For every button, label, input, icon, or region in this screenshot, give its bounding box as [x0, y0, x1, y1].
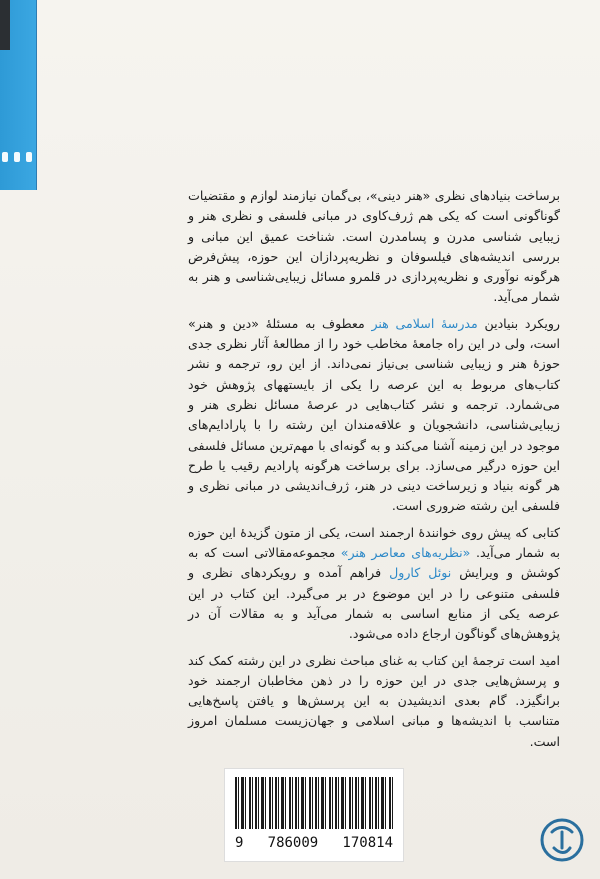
- back-cover-blurb: [188, 186, 560, 758]
- isbn-group-1: 786009: [267, 835, 319, 851]
- paragraph-2: [188, 314, 560, 517]
- barcode-panel: [224, 768, 404, 862]
- paragraph-3-part1: کتابی که پیش روی خوانندهٔ ارجمند است، یکی از متون گزیدهٔ این حوزه به شمار می‌آید.: [188, 524, 560, 561]
- dot: [26, 152, 32, 162]
- spine-color-strip: [0, 0, 37, 190]
- publisher-logo-icon: [540, 818, 584, 862]
- dot: [14, 152, 20, 162]
- dot: [2, 152, 8, 162]
- paragraph-3: [188, 523, 560, 645]
- paragraph-4: امید است ترجمهٔ این کتاب به غنای مباحث نظری در این رشته کمک کند و پرسش‌هایی جدی در این حوزه را در ذهن مخاطبان ارجمند خود برانگیزد. گام بعدی اندیشیدن به این پرسش‌ها و یافتن پاسخ‌هایی متناسب با اندیشه‌ها و مبانی اسلامی و جهان‌زیست مسلمان امروز است.: [188, 652, 560, 749]
- paragraph-2-highlight: مدرسهٔ اسلامی هنر: [371, 315, 478, 331]
- isbn-number: [235, 835, 393, 851]
- paragraph-3-part2: مجموعه‌مقالاتی است که به کوشش و ویرایش: [188, 545, 561, 581]
- spine-dark-edge: [0, 0, 10, 50]
- isbn-prefix: 9: [235, 835, 244, 851]
- paragraph-2-before: رویکرد بنیادین: [477, 315, 560, 331]
- paragraph-1: برساخت بنیادهای نظری «هنر دینی»، بی‌گمان نیازمند لوازم و مقتضیات گوناگونی است که یکی هم ژرف‌کاوی در مبانی فلسفی و نظری هنر و زیبایی شناسی مدرن و پسامدرن است. شناخت عمیق این مبانی و بررسی اندیشه‌های فیلسوفان و نظریه‌پردازان این حوزه، پیش‌فرض هرگونه نوآوری و نظریه‌پردازی در قلمرو مسائل زیبایی‌شناسی و هنر به شمار می‌آید.: [188, 188, 560, 305]
- paragraph-3-highlight2: نوئل کارول: [389, 565, 452, 581]
- barcode-bars: [235, 777, 393, 829]
- paragraph-3-part3: فراهم آمده و رویکردهای نظری و فلسفی متنوعی را در این موضوع در بر می‌گیرد. این کتاب در این عرصه یکی از منابع اساسی به شمار می‌آید و به مقالات آن در پژوهش‌های گوناگون ارجاع داده می‌شود.: [188, 565, 560, 642]
- dots-icon: [2, 150, 32, 164]
- paragraph-2-after: معطوف به مسئلهٔ «دین و هنر» است، ولی در این راه جامعهٔ مخاطب خود را از مطالعهٔ آثار نظری جدی حوزهٔ هنر و زیبایی شناسی بی‌نیاز نمی‌داند. از این رو، ترجمه و نشر کتاب‌های مربوط به این عرصه را یکی از بایستههای پژوهش خود می‌شمارد. ترجمه و نشر کتاب‌هایی در عرصهٔ مسائل نظری هنر و زیبایی‌شناسی، دانشجویان و علاقه‌مندان این رشته را با پارادایم‌های موجود در این زمینه آشنا می‌کند و به گونه‌ای با مهم‌ترین مسائل فلسفی این حوزه درگیر می‌سازد. برای برساخت هرگونه پارادیم رقیب یا طرح هر گونه بنیاد و زیرساخت دینی در هنر، ژرف‌اندیشی در مبانی نظری و فلسفی این رشته ضروری است.: [188, 315, 560, 514]
- isbn-group-2: 170814: [342, 835, 393, 851]
- paragraph-3-highlight1: «نظریه‌های معاصر هنر»: [340, 545, 471, 561]
